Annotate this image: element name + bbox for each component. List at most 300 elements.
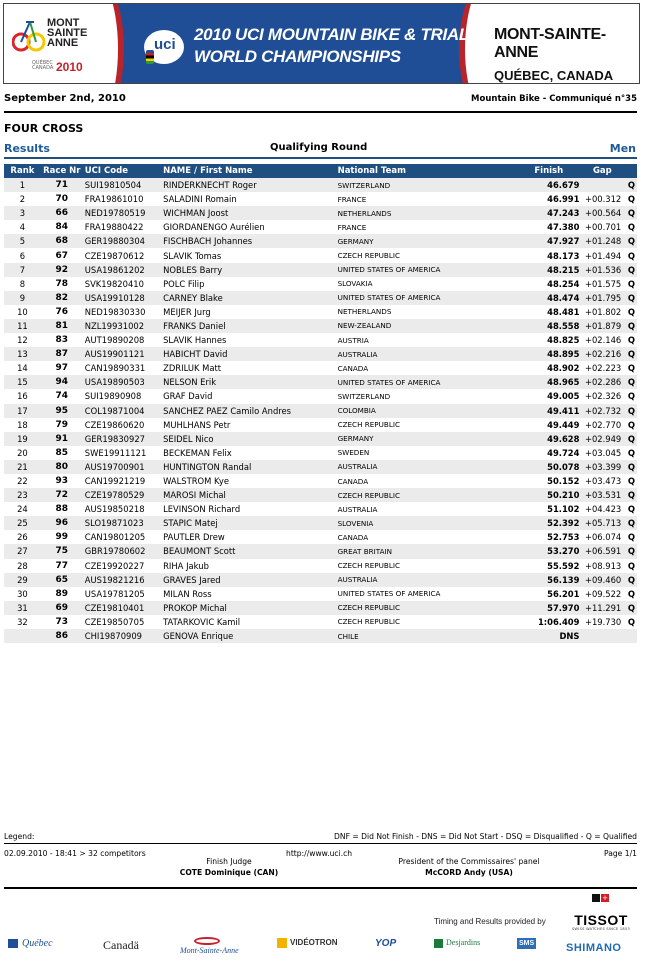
- cell-name: MILAN Ross: [161, 587, 335, 601]
- cell-national-team: FRANCE: [336, 220, 516, 234]
- uci-rainbow-stripes: [146, 50, 154, 64]
- cell-gap: +01.879: [581, 319, 623, 333]
- cell-finish: 48.902: [516, 361, 581, 375]
- cell-qualified: Q: [623, 573, 637, 587]
- table-row: [4, 432, 637, 446]
- divider: [4, 111, 637, 113]
- timing-credit: Timing and Results provided by: [434, 917, 546, 926]
- table-row: [4, 629, 637, 643]
- commissaires-president: [394, 857, 544, 877]
- cell-rank: 4: [4, 220, 41, 234]
- cell-uci-code: USA19861202: [83, 263, 161, 277]
- cell-national-team: CANADA: [336, 361, 516, 375]
- cell-gap: +09.522: [581, 587, 623, 601]
- cell-name: MUHLHANS Petr: [161, 418, 335, 432]
- cell-name: HUNTINGTON Randal: [161, 460, 335, 474]
- cell-gap: +05.713: [581, 516, 623, 530]
- banner-place: [494, 26, 639, 83]
- cell-uci-code: FRA19880422: [83, 220, 161, 234]
- cell-uci-code: AUS19821216: [83, 573, 161, 587]
- table-row: [4, 305, 637, 319]
- cell-uci-code: COL19871004: [83, 404, 161, 418]
- table-row: [4, 234, 637, 248]
- cell-national-team: UNITED STATES OF AMERICA: [336, 587, 516, 601]
- cell-qualified: Q: [623, 601, 637, 615]
- cell-uci-code: CZE19780529: [83, 488, 161, 502]
- cell-name: WALSTROM Kye: [161, 474, 335, 488]
- cell-qualified: Q: [623, 291, 637, 305]
- cell-qualified: Q: [623, 248, 637, 262]
- cell-qualified: Q: [623, 488, 637, 502]
- cell-gap: [581, 178, 623, 192]
- cell-gap: +01.494: [581, 248, 623, 262]
- msa-line1: MONT: [47, 17, 80, 29]
- cell-finish: 56.139: [516, 573, 581, 587]
- cell-rank: 21: [4, 460, 41, 474]
- cell-race-nr: 76: [41, 305, 83, 319]
- cell-finish: 52.392: [516, 516, 581, 530]
- cell-finish: DNS: [516, 629, 581, 643]
- cell-uci-code: CHI19870909: [83, 629, 161, 643]
- cell-uci-code: AUS19901121: [83, 347, 161, 361]
- table-row: [4, 389, 637, 403]
- cell-name: BEAUMONT Scott: [161, 544, 335, 558]
- cell-uci-code: AUS19700901: [83, 460, 161, 474]
- cell-qualified: Q: [623, 460, 637, 474]
- cell-gap: +02.216: [581, 347, 623, 361]
- cell-rank: 25: [4, 516, 41, 530]
- cell-gap: +03.531: [581, 488, 623, 502]
- cell-rank: 1: [4, 178, 41, 192]
- cell-rank: 27: [4, 544, 41, 558]
- cell-rank: 20: [4, 446, 41, 460]
- cell-name: GIORDANENGO Aurélien: [161, 220, 335, 234]
- round-label: Qualifying Round: [270, 142, 368, 153]
- cell-national-team: SWEDEN: [336, 446, 516, 460]
- desjardins-icon: [434, 939, 443, 948]
- cell-national-team: UNITED STATES OF AMERICA: [336, 291, 516, 305]
- sponsor-videotron-text: VIDÉOTRON: [290, 938, 338, 948]
- cell-gap: +00.701: [581, 220, 623, 234]
- banner-place-line2: QUÉBEC, CANADA: [494, 68, 614, 83]
- cell-qualified: Q: [623, 544, 637, 558]
- cell-qualified: Q: [623, 319, 637, 333]
- cell-rank: 8: [4, 277, 41, 291]
- cell-finish: 49.724: [516, 446, 581, 460]
- category-label: Men: [609, 142, 636, 155]
- cell-national-team: AUSTRALIA: [336, 347, 516, 361]
- col-gap: Gap: [581, 164, 623, 178]
- cell-national-team: AUSTRALIA: [336, 460, 516, 474]
- table-row: [4, 192, 637, 206]
- footer-url[interactable]: http://www.uci.ch: [286, 849, 353, 858]
- cell-gap: +01.575: [581, 277, 623, 291]
- cell-uci-code: SLO19871023: [83, 516, 161, 530]
- cell-qualified: Q: [623, 375, 637, 389]
- cell-race-nr: 81: [41, 319, 83, 333]
- msa-logo-text: [47, 18, 87, 48]
- cell-gap: +02.223: [581, 361, 623, 375]
- legend-text: DNF = Did Not Finish - DNS = Did Not Start - DSQ = Disqualified - Q = Qualified: [334, 832, 637, 841]
- cell-national-team: CANADA: [336, 530, 516, 544]
- cell-name: SALADINI Romain: [161, 192, 335, 206]
- table-row: [4, 587, 637, 601]
- table-header-row: [4, 164, 637, 178]
- table-row: [4, 474, 637, 488]
- table-row: [4, 559, 637, 573]
- page-number: Page 1/1: [603, 849, 637, 858]
- cell-finish: 48.481: [516, 305, 581, 319]
- banner-place-line1: MONT-SAINTE-ANNE: [494, 26, 606, 61]
- cell-national-team: UNITED STATES OF AMERICA: [336, 263, 516, 277]
- cell-gap: +06.591: [581, 544, 623, 558]
- cell-uci-code: AUS19850218: [83, 502, 161, 516]
- divider: [4, 843, 637, 844]
- cell-gap: +02.732: [581, 404, 623, 418]
- cell-race-nr: 93: [41, 474, 83, 488]
- cell-name: BECKEMAN Felix: [161, 446, 335, 460]
- cell-race-nr: 91: [41, 432, 83, 446]
- cell-finish: 56.201: [516, 587, 581, 601]
- table-row: [4, 277, 637, 291]
- cell-uci-code: NED19830330: [83, 305, 161, 319]
- cell-name: LEVINSON Richard: [161, 502, 335, 516]
- cell-gap: +19.730: [581, 615, 623, 629]
- cell-gap: +02.326: [581, 389, 623, 403]
- cell-uci-code: CZE19870612: [83, 248, 161, 262]
- col-uci-code: UCI Code: [83, 164, 161, 178]
- cell-race-nr: 89: [41, 587, 83, 601]
- msa-region2: CANADA: [32, 65, 54, 71]
- uci-logo-text: uci: [154, 36, 176, 53]
- col-name: NAME / First Name: [161, 164, 335, 178]
- cell-race-nr: 75: [41, 544, 83, 558]
- cell-name: WICHMAN Joost: [161, 206, 335, 220]
- cell-uci-code: CZE19860620: [83, 418, 161, 432]
- cell-qualified: Q: [623, 178, 637, 192]
- cell-finish: 55.592: [516, 559, 581, 573]
- footer-info: 02.09.2010 - 18:41 > 32 competitors: [4, 849, 146, 858]
- table-row: [4, 248, 637, 262]
- cell-race-nr: 84: [41, 220, 83, 234]
- table-row: [4, 333, 637, 347]
- swiss-cross-icon: +: [602, 894, 608, 902]
- sponsor-yop-logo: YOP: [375, 938, 397, 949]
- document-date: September 2nd, 2010: [4, 93, 126, 104]
- videotron-arrow-icon: [277, 938, 287, 948]
- cell-race-nr: 78: [41, 277, 83, 291]
- cell-name: TATARKOVIC Kamil: [161, 615, 335, 629]
- cell-race-nr: 97: [41, 361, 83, 375]
- tissot-logo: [566, 894, 636, 931]
- cell-national-team: SLOVAKIA: [336, 277, 516, 291]
- cell-race-nr: 82: [41, 291, 83, 305]
- cell-qualified: Q: [623, 333, 637, 347]
- cell-uci-code: CAN19801205: [83, 530, 161, 544]
- cell-race-nr: 86: [41, 629, 83, 643]
- cell-finish: 49.005: [516, 389, 581, 403]
- cell-rank: 3: [4, 206, 41, 220]
- cell-name: FRANKS Daniel: [161, 319, 335, 333]
- cell-finish: 53.270: [516, 544, 581, 558]
- finish-judge-name: COTE Dominique (CAN): [179, 868, 279, 877]
- cell-national-team: CZECH REPUBLIC: [336, 248, 516, 262]
- tissot-t-mark: [592, 894, 600, 902]
- president-title: President of the Commissaires' panel: [398, 857, 540, 866]
- sponsor-strip: [0, 934, 650, 964]
- table-row: [4, 573, 637, 587]
- cell-qualified: Q: [623, 192, 637, 206]
- cell-rank: 11: [4, 319, 41, 333]
- table-row: [4, 502, 637, 516]
- cell-finish: 57.970: [516, 601, 581, 615]
- table-row: [4, 347, 637, 361]
- cell-race-nr: 65: [41, 573, 83, 587]
- cell-gap: +03.473: [581, 474, 623, 488]
- cell-name: HABICHT David: [161, 347, 335, 361]
- cell-qualified: Q: [623, 474, 637, 488]
- table-row: [4, 319, 637, 333]
- cell-rank: 14: [4, 361, 41, 375]
- table-row: [4, 516, 637, 530]
- cell-uci-code: GER19880304: [83, 234, 161, 248]
- cell-rank: 12: [4, 333, 41, 347]
- results-label: Results: [4, 142, 50, 155]
- banner-title-line1: 2010 UCI MOUNTAIN BIKE & TRIALS: [194, 25, 481, 44]
- cell-finish: 51.102: [516, 502, 581, 516]
- cell-name: NELSON Erik: [161, 375, 335, 389]
- cell-name: GRAF David: [161, 389, 335, 403]
- cell-rank: 29: [4, 573, 41, 587]
- cell-gap: [581, 629, 623, 643]
- cell-rank: 23: [4, 488, 41, 502]
- cell-rank: [4, 629, 41, 643]
- cell-uci-code: CZE19850705: [83, 615, 161, 629]
- tissot-tagline: SWISS WATCHES SINCE 1853: [572, 927, 630, 931]
- cell-rank: 9: [4, 291, 41, 305]
- sponsor-quebec-logo: [8, 938, 53, 949]
- cell-name: PAUTLER Drew: [161, 530, 335, 544]
- cell-name: STAPIC Matej: [161, 516, 335, 530]
- cell-gap: +04.423: [581, 502, 623, 516]
- cell-qualified: Q: [623, 516, 637, 530]
- cell-rank: 7: [4, 263, 41, 277]
- table-row: [4, 220, 637, 234]
- cell-national-team: CZECH REPUBLIC: [336, 559, 516, 573]
- cell-rank: 18: [4, 418, 41, 432]
- cell-gap: +01.802: [581, 305, 623, 319]
- cell-race-nr: 72: [41, 488, 83, 502]
- cell-name: RINDERKNECHT Roger: [161, 178, 335, 192]
- president-name: McCORD Andy (USA): [425, 868, 513, 877]
- sponsor-videotron-logo: [277, 938, 338, 948]
- cell-qualified: [623, 629, 637, 643]
- cell-qualified: Q: [623, 502, 637, 516]
- cell-finish: 50.078: [516, 460, 581, 474]
- cell-name: RIHA Jakub: [161, 559, 335, 573]
- quebec-flag-icon: [8, 939, 18, 948]
- sponsor-sms-logo: SMS: [519, 940, 535, 947]
- cell-gap: +08.913: [581, 559, 623, 573]
- cell-national-team: AUSTRIA: [336, 333, 516, 347]
- cell-race-nr: 66: [41, 206, 83, 220]
- event-title: FOUR CROSS: [4, 122, 84, 135]
- cell-qualified: Q: [623, 530, 637, 544]
- cell-finish: 48.173: [516, 248, 581, 262]
- tissot-brand: TISSOT: [574, 912, 628, 928]
- cell-rank: 26: [4, 530, 41, 544]
- cell-uci-code: CAN19921219: [83, 474, 161, 488]
- cell-national-team: SLOVENIA: [336, 516, 516, 530]
- cell-name: PROKOP Michal: [161, 601, 335, 615]
- table-row: [4, 206, 637, 220]
- cell-qualified: Q: [623, 404, 637, 418]
- cell-finish: 47.243: [516, 206, 581, 220]
- finish-judge-title: Finish Judge: [206, 857, 252, 866]
- table-row: [4, 263, 637, 277]
- cell-finish: 48.895: [516, 347, 581, 361]
- cell-qualified: Q: [623, 234, 637, 248]
- cell-uci-code: USA19910128: [83, 291, 161, 305]
- cell-qualified: Q: [623, 277, 637, 291]
- sponsor-canada-logo: Canadä: [103, 938, 139, 952]
- cell-gap: +03.045: [581, 446, 623, 460]
- uci-logo: [142, 28, 186, 66]
- results-table: [4, 164, 637, 643]
- cell-national-team: GERMANY: [336, 432, 516, 446]
- banner-title: [194, 24, 480, 68]
- sponsor-msa-logo: [180, 946, 239, 955]
- legend-label: Legend:: [4, 832, 35, 841]
- cell-rank: 22: [4, 474, 41, 488]
- table-row: [4, 418, 637, 432]
- cell-gap: +01.248: [581, 234, 623, 248]
- cell-name: GRAVES Jared: [161, 573, 335, 587]
- cell-finish: 50.210: [516, 488, 581, 502]
- cell-gap: +02.949: [581, 432, 623, 446]
- cell-uci-code: SUI19890908: [83, 389, 161, 403]
- cell-qualified: Q: [623, 446, 637, 460]
- cell-qualified: Q: [623, 559, 637, 573]
- cell-national-team: NETHERLANDS: [336, 206, 516, 220]
- cell-finish: 49.628: [516, 432, 581, 446]
- cell-finish: 48.215: [516, 263, 581, 277]
- msa-region: [32, 61, 53, 71]
- cell-finish: 1:06.409: [516, 615, 581, 629]
- cell-gap: +06.074: [581, 530, 623, 544]
- cell-uci-code: FRA19861010: [83, 192, 161, 206]
- cell-rank: 10: [4, 305, 41, 319]
- col-qualified: [623, 164, 637, 178]
- cell-rank: 5: [4, 234, 41, 248]
- cell-gap: +01.795: [581, 291, 623, 305]
- table-row: [4, 404, 637, 418]
- cell-gap: +03.399: [581, 460, 623, 474]
- cell-finish: 48.474: [516, 291, 581, 305]
- cell-race-nr: 96: [41, 516, 83, 530]
- banner-title-line2: WORLD CHAMPIONSHIPS: [194, 47, 401, 66]
- cell-race-nr: 67: [41, 248, 83, 262]
- cell-race-nr: 87: [41, 347, 83, 361]
- cell-uci-code: SVK19820410: [83, 277, 161, 291]
- cell-name: MAROSI Michal: [161, 488, 335, 502]
- cell-gap: +01.536: [581, 263, 623, 277]
- cell-rank: 19: [4, 432, 41, 446]
- table-row: [4, 375, 637, 389]
- cell-national-team: CZECH REPUBLIC: [336, 418, 516, 432]
- cell-gap: +02.146: [581, 333, 623, 347]
- cell-finish: 49.411: [516, 404, 581, 418]
- cell-name: NOBLES Barry: [161, 263, 335, 277]
- cell-national-team: AUSTRALIA: [336, 573, 516, 587]
- table-row: [4, 615, 637, 629]
- cell-uci-code: USA19890503: [83, 375, 161, 389]
- cell-rank: 17: [4, 404, 41, 418]
- cell-gap: +00.564: [581, 206, 623, 220]
- cell-uci-code: CZE19920227: [83, 559, 161, 573]
- cell-national-team: COLOMBIA: [336, 404, 516, 418]
- cell-national-team: CZECH REPUBLIC: [336, 488, 516, 502]
- cell-uci-code: CZE19810401: [83, 601, 161, 615]
- cell-uci-code: GBR19780602: [83, 544, 161, 558]
- cell-race-nr: 73: [41, 615, 83, 629]
- finish-judge: [154, 857, 304, 877]
- cell-national-team: CZECH REPUBLIC: [336, 615, 516, 629]
- cell-name: SANCHEZ PAEZ Camilo Andres: [161, 404, 335, 418]
- cell-national-team: CHILE: [336, 629, 516, 643]
- cell-race-nr: 74: [41, 389, 83, 403]
- cell-race-nr: 95: [41, 404, 83, 418]
- cell-finish: 49.449: [516, 418, 581, 432]
- divider-blue: [4, 157, 637, 159]
- cell-race-nr: 85: [41, 446, 83, 460]
- cell-national-team: GERMANY: [336, 234, 516, 248]
- table-row: [4, 178, 637, 192]
- cell-rank: 28: [4, 559, 41, 573]
- cell-rank: 24: [4, 502, 41, 516]
- cell-race-nr: 92: [41, 263, 83, 277]
- cell-race-nr: 70: [41, 192, 83, 206]
- cell-race-nr: 94: [41, 375, 83, 389]
- cell-rank: 15: [4, 375, 41, 389]
- table-row: [4, 446, 637, 460]
- cell-name: SLAVIK Tomas: [161, 248, 335, 262]
- cell-race-nr: 77: [41, 559, 83, 573]
- cell-gap: +02.770: [581, 418, 623, 432]
- cell-uci-code: CAN19890331: [83, 361, 161, 375]
- msa-region1: QUÉBEC: [32, 60, 53, 66]
- cell-uci-code: SUI19810504: [83, 178, 161, 192]
- table-row: [4, 601, 637, 615]
- cell-finish: 48.965: [516, 375, 581, 389]
- cell-national-team: UNITED STATES OF AMERICA: [336, 375, 516, 389]
- cell-qualified: Q: [623, 305, 637, 319]
- cell-qualified: Q: [623, 432, 637, 446]
- cell-race-nr: 71: [41, 178, 83, 192]
- cell-qualified: Q: [623, 587, 637, 601]
- cell-race-nr: 80: [41, 460, 83, 474]
- cell-rank: 32: [4, 615, 41, 629]
- cell-race-nr: 79: [41, 418, 83, 432]
- cell-gap: +02.286: [581, 375, 623, 389]
- table-row: [4, 530, 637, 544]
- cell-rank: 30: [4, 587, 41, 601]
- cell-finish: 50.152: [516, 474, 581, 488]
- cell-gap: +09.460: [581, 573, 623, 587]
- cell-finish: 47.927: [516, 234, 581, 248]
- col-finish: Finish: [516, 164, 581, 178]
- cell-national-team: AUSTRALIA: [336, 502, 516, 516]
